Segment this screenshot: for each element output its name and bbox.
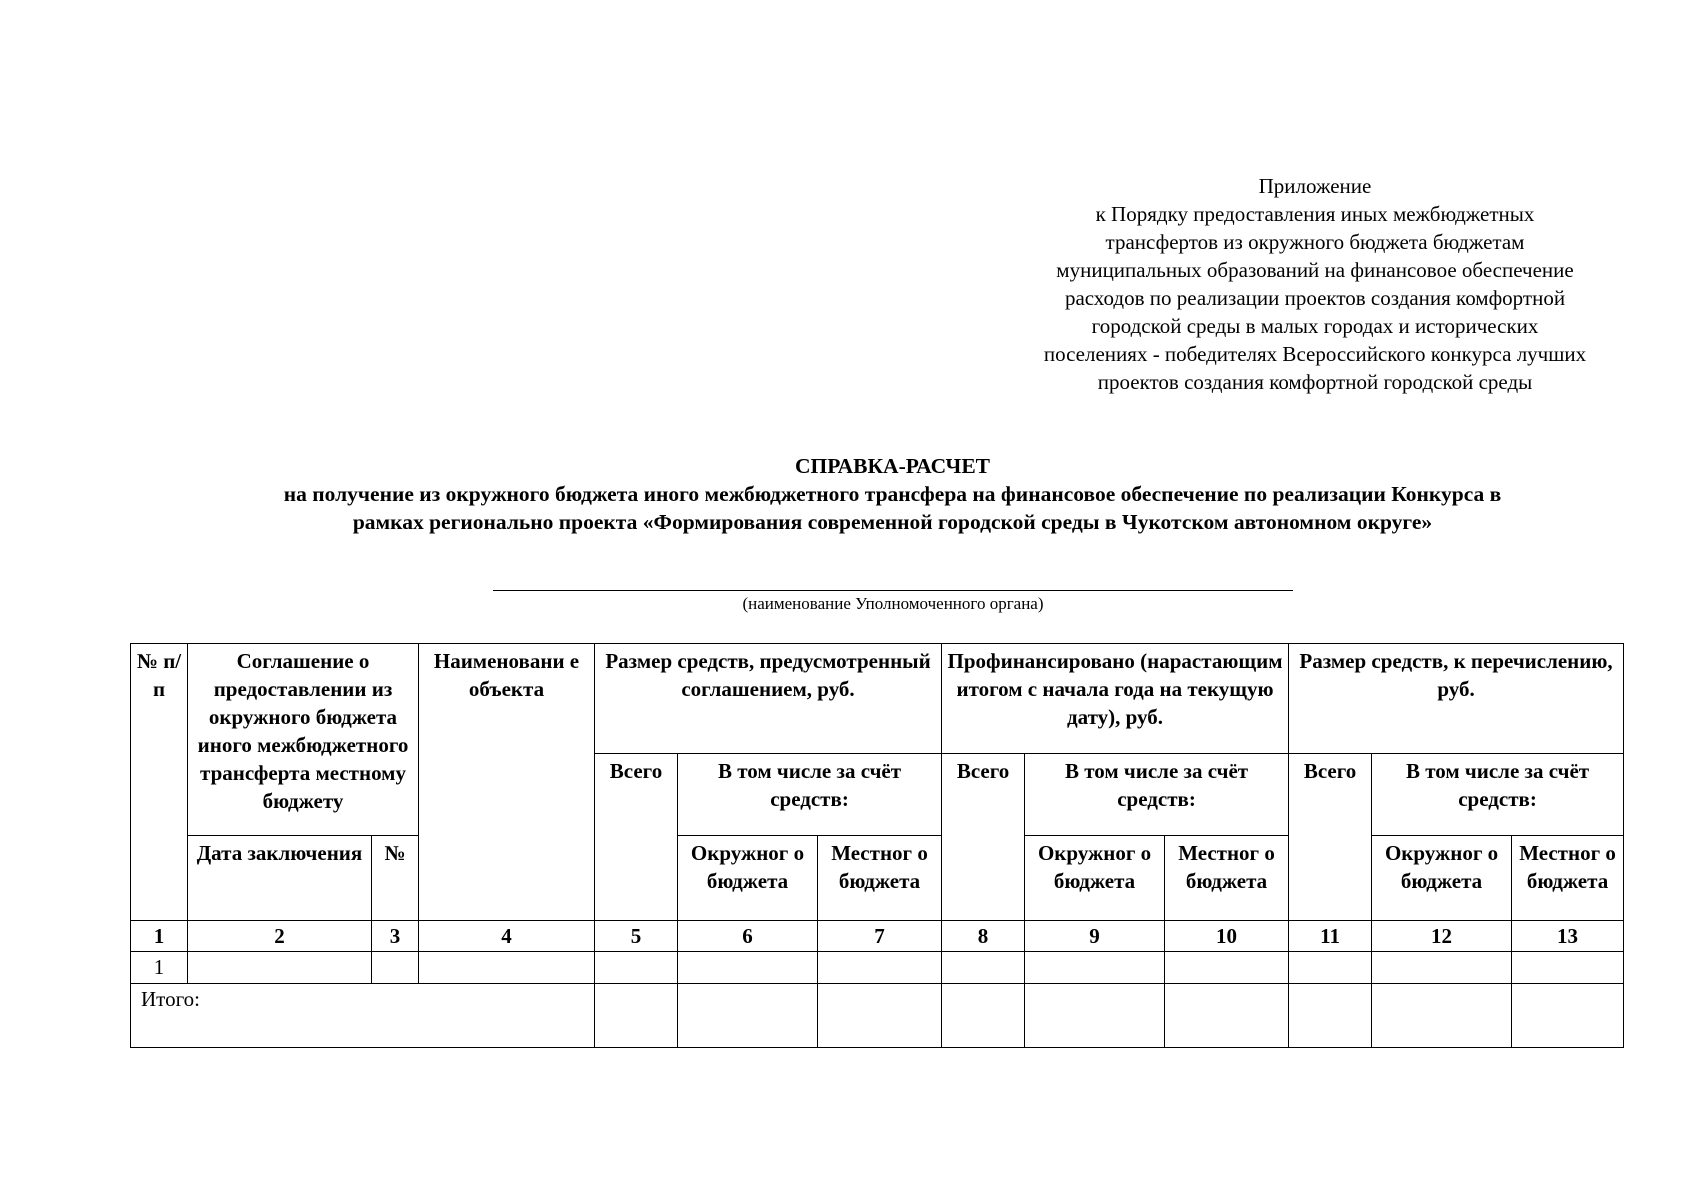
header-district-budget: Окружног о бюджета <box>1025 836 1165 921</box>
header-agreed-funds: Размер средств, предусмотренный соглашением, руб. <box>595 644 942 754</box>
table-cell <box>1025 952 1165 984</box>
document-title <box>130 452 1655 536</box>
total-label: Итого: <box>131 984 595 1048</box>
title-heading: СПРАВКА-РАСЧЕТ <box>794 454 991 478</box>
header-financed: Профинансировано (нарастающим итогом с начала года на текущую дату), руб. <box>942 644 1289 754</box>
column-number: 4 <box>419 921 595 952</box>
calculation-table <box>130 643 1624 1048</box>
appendix-line: проектов создания комфортной городской среды <box>1097 370 1533 394</box>
header-local-budget: Местног о бюджета <box>1512 836 1624 921</box>
table-cell <box>1289 984 1372 1048</box>
table-cell <box>1165 952 1289 984</box>
appendix-line: поселениях - победителях Всероссийского конкурса лучших <box>1043 342 1587 366</box>
table-cell <box>818 984 942 1048</box>
header-total: Всего <box>942 754 1025 921</box>
appendix-line: трансфертов из окружного бюджета бюджетам <box>1105 230 1525 254</box>
table-cell <box>942 984 1025 1048</box>
table-cell <box>818 952 942 984</box>
column-number: 2 <box>188 921 372 952</box>
header-local-budget: Местног о бюджета <box>1165 836 1289 921</box>
org-name-caption: (наименование Уполномоченного органа) <box>742 594 1044 613</box>
appendix-line: муниципальных образований на финансовое обеспечение <box>1056 258 1574 282</box>
column-number: 5 <box>595 921 678 952</box>
column-number: 12 <box>1372 921 1512 952</box>
header-district-budget: Окружног о бюджета <box>1372 836 1512 921</box>
header-agreement: Соглашение о предоставлении из окружного бюджета иного межбюджетного трансферта местному бюджету <box>188 644 419 836</box>
column-number: 11 <box>1289 921 1372 952</box>
row-number-cell: 1 <box>131 952 188 984</box>
column-number: 9 <box>1025 921 1165 952</box>
appendix-line: расходов по реализации проектов создания комфортной <box>1064 286 1566 310</box>
total-row <box>131 984 1624 1048</box>
appendix-line: Приложение <box>1258 174 1372 198</box>
table-cell <box>372 952 419 984</box>
column-number: 8 <box>942 921 1025 952</box>
table-cell <box>1165 984 1289 1048</box>
table-cell <box>678 952 818 984</box>
table-cell <box>419 952 595 984</box>
title-line-2: рамках регионально проекта «Формирования современной городской среды в Чукотском автономном округе» <box>352 510 1433 534</box>
column-number: 1 <box>131 921 188 952</box>
title-line-1: на получение из окружного бюджета иного межбюджетного трансфера на финансовое обеспечение по реализации Конкурса в <box>283 482 1502 506</box>
column-number: 13 <box>1512 921 1624 952</box>
column-number: 10 <box>1165 921 1289 952</box>
org-name-line <box>493 590 1293 591</box>
header-total: Всего <box>1289 754 1372 921</box>
column-number: 6 <box>678 921 818 952</box>
table-cell <box>595 952 678 984</box>
table-cell <box>1372 952 1512 984</box>
header-num: № п/п <box>131 644 188 921</box>
table-cell <box>678 984 818 1048</box>
table-cell <box>595 984 678 1048</box>
column-number: 3 <box>372 921 419 952</box>
header-date: Дата заключения <box>188 836 372 921</box>
header-including: В том числе за счёт средств: <box>1025 754 1289 836</box>
header-agreement-num: № <box>372 836 419 921</box>
table-cell <box>1372 984 1512 1048</box>
header-local-budget: Местног о бюджета <box>818 836 942 921</box>
table-cell <box>1512 952 1624 984</box>
table-cell <box>1512 984 1624 1048</box>
table-cell <box>188 952 372 984</box>
table-cell <box>942 952 1025 984</box>
header-including: В том числе за счёт средств: <box>1372 754 1624 836</box>
appendix-line: городской среды в малых городах и исторических <box>1091 314 1539 338</box>
table-row <box>131 952 1624 984</box>
header-object-name: Наименовани е объекта <box>419 644 595 921</box>
appendix-line: к Порядку предоставления иных межбюджетных <box>1095 202 1535 226</box>
header-district-budget: Окружног о бюджета <box>678 836 818 921</box>
table-cell <box>1025 984 1165 1048</box>
header-to-transfer: Размер средств, к перечислению, руб. <box>1289 644 1624 754</box>
header-total: Всего <box>595 754 678 921</box>
column-number: 7 <box>818 921 942 952</box>
header-including: В том числе за счёт средств: <box>678 754 942 836</box>
appendix-block <box>975 172 1655 396</box>
table-cell <box>1289 952 1372 984</box>
